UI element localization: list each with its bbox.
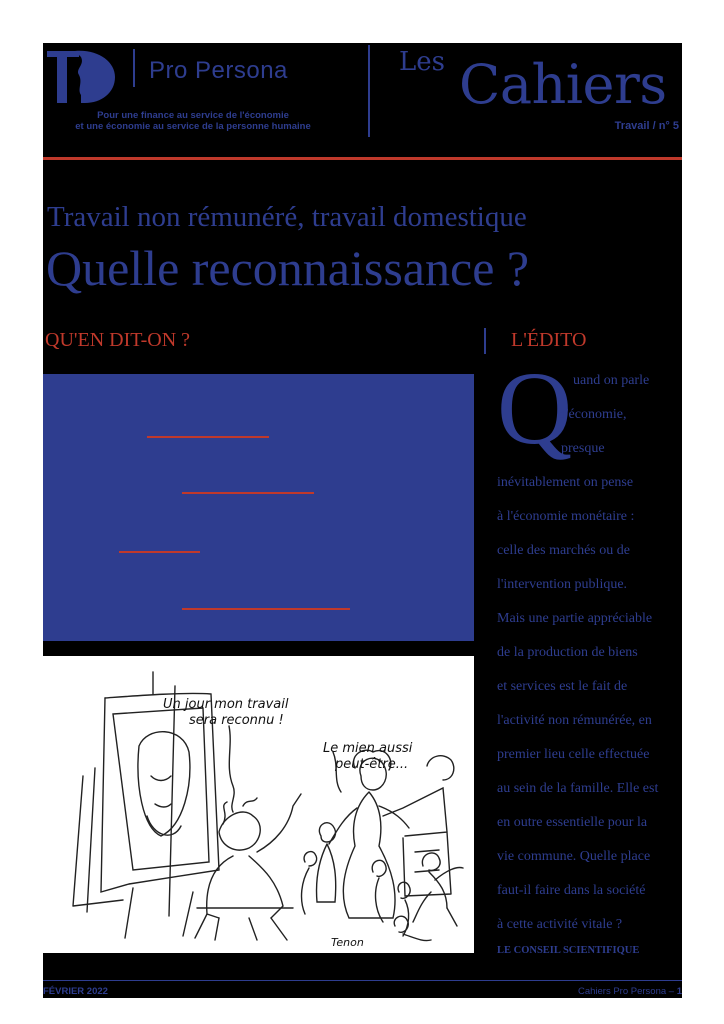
edito-line: au sein de la famille. Elle est bbox=[497, 781, 659, 796]
edito-line: celle des marchés ou de bbox=[497, 543, 630, 558]
edito-signature: LE CONSEIL SCIENTIFIQUE bbox=[497, 945, 640, 956]
footer-publication bbox=[578, 986, 682, 997]
edito-line: à l'économie monétaire : bbox=[497, 509, 635, 524]
edito-line: premier lieu celle effectuée bbox=[497, 747, 650, 762]
header-divider bbox=[368, 45, 370, 137]
page-number: 1 bbox=[676, 986, 682, 997]
section-heading-right: L'ÉDITO bbox=[511, 329, 587, 351]
series-label-big: Cahiers bbox=[459, 53, 667, 116]
document-title: Quelle reconnaissance ? bbox=[46, 240, 530, 296]
footer-rule bbox=[43, 980, 682, 981]
issue-number: n° 5 bbox=[658, 120, 679, 132]
cartoon-illustration bbox=[43, 656, 474, 953]
cartoon-drawing bbox=[43, 656, 474, 953]
edito-line: presque bbox=[561, 441, 605, 456]
header-rule bbox=[43, 157, 682, 160]
quote-link-line[interactable] bbox=[119, 551, 200, 553]
edito-line: uand on parle bbox=[573, 373, 650, 388]
section-heading-left: QU'EN DIT-ON ? bbox=[45, 329, 191, 351]
edito-line: inévitablement on pense bbox=[497, 475, 634, 490]
edito-line: l'intervention publique. bbox=[497, 577, 628, 592]
pro-persona-logo-icon bbox=[45, 47, 119, 107]
document-page bbox=[43, 43, 682, 998]
cartoon-artist-signature: Tenon bbox=[331, 936, 364, 949]
cartoon-speech-bubble-1-line-2: sera reconnu ! bbox=[189, 713, 284, 728]
document-subtitle: Travail non rémunéré, travail domestique bbox=[47, 201, 527, 233]
tagline bbox=[43, 110, 343, 132]
edito-line: vie commune. Quelle place bbox=[497, 849, 651, 864]
edito-line: et services est le fait de bbox=[497, 679, 628, 694]
cartoon-speech-bubble-2-line-1: Le mien aussi bbox=[323, 741, 413, 756]
edito-line: faut-il faire dans la société bbox=[497, 883, 646, 898]
brand-name: Pro Persona bbox=[149, 57, 288, 84]
issue-separator: / bbox=[649, 120, 659, 132]
quotes-box bbox=[43, 374, 474, 641]
edito-line: de la production de biens bbox=[497, 645, 638, 660]
series-label-small: Les bbox=[399, 47, 445, 77]
edito-line: à cette activité vitale ? bbox=[497, 917, 623, 932]
edito-dropcap: Q bbox=[497, 351, 573, 466]
tagline-line-2: et une économie au service de la personne humaine bbox=[75, 121, 311, 132]
column-divider bbox=[484, 328, 486, 354]
issue-label bbox=[615, 120, 679, 132]
cartoon-speech-bubble-1-line-1: Un jour mon travail bbox=[163, 697, 289, 712]
footer-date: FÉVRIER 2022 bbox=[43, 986, 108, 997]
tagline-line-1: Pour une finance au service de l'économie bbox=[97, 110, 289, 121]
edito-line: en outre essentielle pour la bbox=[497, 815, 648, 830]
logo-divider bbox=[133, 49, 135, 87]
quote-link-line[interactable] bbox=[182, 492, 314, 494]
quote-link-line[interactable] bbox=[182, 608, 350, 610]
issue-topic: Travail bbox=[614, 120, 650, 132]
edito-line: l'activité non rémunérée, en bbox=[497, 713, 652, 728]
quote-link-line[interactable] bbox=[147, 436, 269, 438]
footer-publication-name: Cahiers Pro Persona – bbox=[577, 986, 677, 997]
edito-line: Mais une partie appréciable bbox=[497, 611, 653, 626]
cartoon-speech-bubble-2-line-2: peut-être... bbox=[335, 757, 409, 772]
edito-line: d'économie, bbox=[559, 407, 627, 422]
